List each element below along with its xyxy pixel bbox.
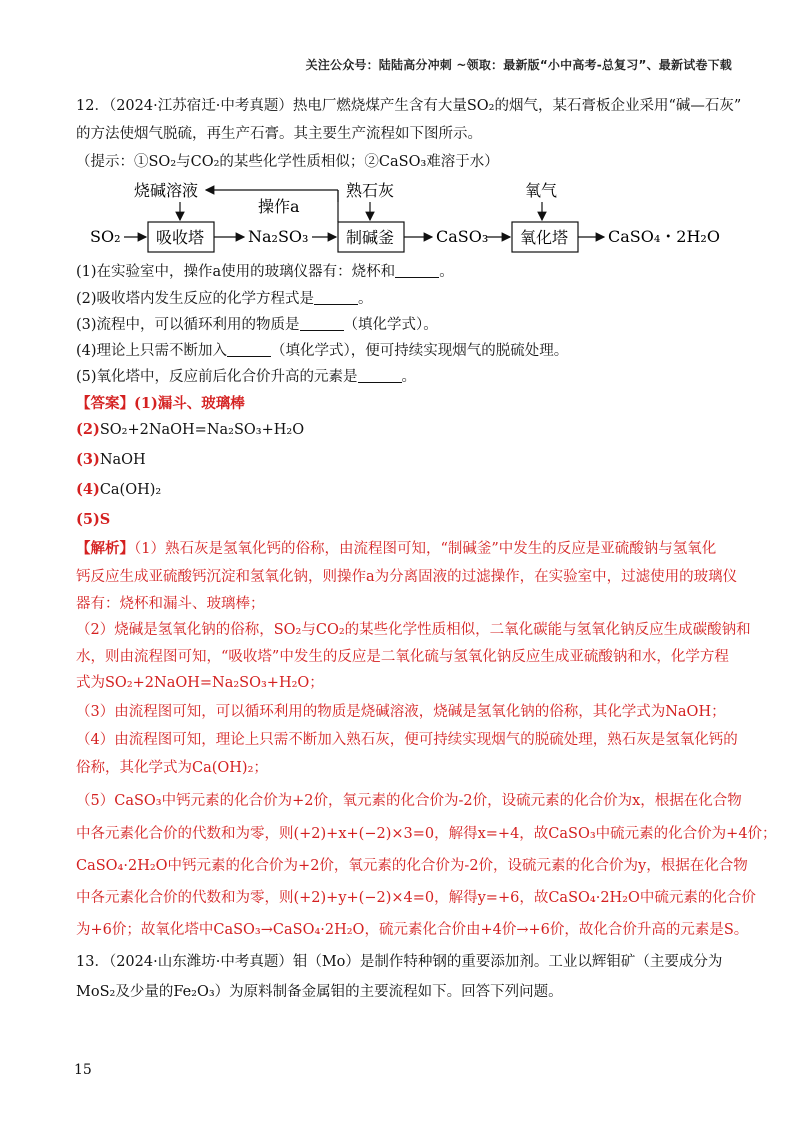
question-line-2: 的方法使烟气脱硫，再生产石膏。其主要生产流程如下图所示。 <box>76 126 482 142</box>
analysis-line-11: 中各元素化合价的代数和为零，则(+2)+x+(−2)×3=0，解得x=+4，故CaSO₃中硫元素的化合价为+4价； <box>76 826 777 842</box>
page-header: 关注公众号：陆陆高分冲刺 ~领取：最新版“小中高考-总复习”、最新试卷下载 <box>305 58 732 72</box>
subquestion-2: (2)吸收塔内发生反应的化学方程式是 。 <box>76 291 373 307</box>
analysis-line-1: 【解析】（1）熟石灰是氢氧化钙的俗称，由流程图可知，“制碱釜”中发生的反应是亚硫酸钠与氢氧化 <box>76 540 717 557</box>
operation-a-label: 操作a <box>258 197 300 216</box>
analysis-line-14: 为+6价；故氧化塔中CaSO₃→CaSO₄·2H₂O，硫元素化合价由+4价→+6价，故化合价升高的元素是S。 <box>76 922 749 938</box>
lime-label: 熟石灰 <box>346 181 395 200</box>
next-question-line-1: 13．（2024·山东潍坊·中考真题）钼（Mo）是制作特种钢的重要添加剂。工业以辉钼矿（主要成分为 <box>76 954 723 970</box>
analysis-line-6: 式为SO₂+2NaOH=Na₂SO₃+H₂O； <box>76 675 324 691</box>
so2-label: SO₂ <box>90 227 121 246</box>
flow-diagram <box>80 176 740 258</box>
subquestion-3: (3)流程中，可以循环利用的物质是 （填化学式）。 <box>76 317 438 333</box>
subquestion-4: (4)理论上只需不断加入 （填化学式），便可持续实现烟气的脱硫处理。 <box>76 343 569 359</box>
na2so3-label: Na₂SO₃ <box>248 227 309 246</box>
next-question-line-2: MoS₂及少量的Fe₂O₃）为原料制备金属钼的主要流程如下。回答下列问题。 <box>76 984 563 1000</box>
analysis-line-3: 器有：烧杯和漏斗、玻璃棒； <box>76 596 265 612</box>
product-label: CaSO₄・2H₂O <box>608 227 720 246</box>
answer-4: (4)Ca(OH)₂ <box>76 481 162 498</box>
answer-3: (3)NaOH <box>76 451 146 468</box>
analysis-line-10: （5）CaSO₃中钙元素的化合价为+2价，氧元素的化合价为-2价，设硫元素的化合价为x，根据在化合物 <box>76 793 742 809</box>
analysis-line-2: 钙反应生成亚硫酸钙沉淀和氢氧化钠，则操作a为分离固液的过滤操作，在实验室中，过滤使用的玻璃仪 <box>76 569 738 585</box>
analysis-line-5: 水，则由流程图可知，“吸收塔”中发生的反应是二氧化硫与氢氧化钠反应生成亚硫酸钠和水，化学方程 <box>76 649 729 665</box>
causticizer-label: 制碱釜 <box>346 228 395 247</box>
caso3-label: CaSO₃ <box>436 227 489 246</box>
oxygen-label: 氧气 <box>525 181 558 200</box>
page-number: 15 <box>74 1062 92 1078</box>
subquestion-1: (1)在实验室中，操作a使用的玻璃仪器有：烧杯和 。 <box>76 264 454 280</box>
analysis-line-7: （3）由流程图可知，可以循环利用的物质是烧碱溶液，烧碱是氢氧化钠的俗称，其化学式为NaOH； <box>76 704 726 720</box>
analysis-line-13: 中各元素化合价的代数和为零，则(+2)+y+(−2)×4=0，解得y=+6，故CaSO₄·2H₂O中硫元素的化合价 <box>76 890 756 906</box>
answer-5: (5)S <box>76 511 111 528</box>
oxidizer-label: 氧化塔 <box>520 228 569 247</box>
analysis-line-9: 俗称，其化学式为Ca(OH)₂； <box>76 760 268 776</box>
analysis-line-12: CaSO₄·2H₂O中钙元素的化合价为+2价，氧元素的化合价为-2价，设硫元素的化合价为y，根据在化合物 <box>76 858 748 874</box>
naoh-solution-label: 烧碱溶液 <box>134 181 199 200</box>
answer-1: 【答案】(1)漏斗、玻璃棒 <box>76 395 245 412</box>
question-line-1: 12．（2024·江苏宿迁·中考真题）热电厂燃烧煤产生含有大量SO₂的烟气，某石膏板企业采用“碱—石灰” <box>76 98 742 114</box>
analysis-line-8: （4）由流程图可知，理论上只需不断加入熟石灰，便可持续实现烟气的脱硫处理，熟石灰是氢氧化钙的 <box>76 732 738 748</box>
analysis-line-4: （2）烧碱是氢氧化钠的俗称，SO₂与CO₂的某些化学性质相似，二氧化碳能与氢氧化钠反应生成碳酸钠和 <box>76 622 751 638</box>
absorber-label: 吸收塔 <box>156 228 205 247</box>
question-hint: （提示：①SO₂与CO₂的某些化学性质相似；②CaSO₃难溶于水） <box>76 154 499 170</box>
subquestion-5: (5)氧化塔中，反应前后化合价升高的元素是 。 <box>76 369 417 385</box>
answer-2: (2)SO₂+2NaOH=Na₂SO₃+H₂O <box>76 421 305 438</box>
